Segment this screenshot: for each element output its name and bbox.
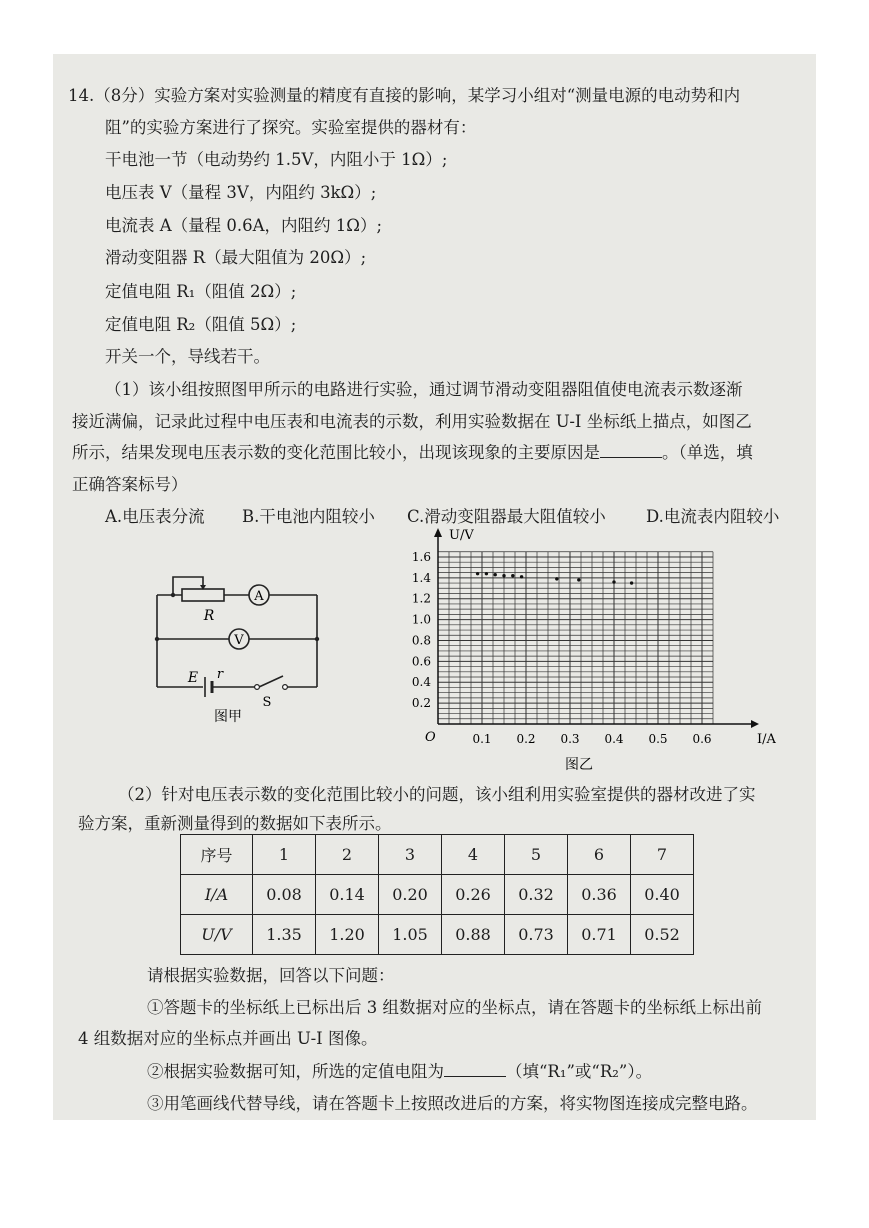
part1-line-3-text: 所示，结果发现电压表示数的变化范围比较小，出现该现象的主要原因是 [72, 443, 600, 462]
table-cell: 4 [442, 835, 505, 875]
option-b[interactable]: B.干电池内阻较小 [242, 507, 375, 526]
part1-line-3-suffix: 。（单选，填 [662, 443, 753, 462]
y-axis-label: U/V [449, 528, 474, 543]
y-tick-label: 1.6 [411, 549, 431, 564]
table-cell: 3 [379, 835, 442, 875]
emf-label: E [187, 670, 199, 686]
question-2-suffix: （填“R₁”或“R₂”）。 [506, 1062, 653, 1081]
table-cell: 0.32 [505, 875, 568, 915]
switch-blade [259, 676, 283, 687]
questions-intro: 请根据实验数据，回答以下问题： [147, 966, 395, 985]
question-line-2: 阻”的实验方案进行了探究。实验室提供的器材有： [105, 118, 477, 137]
option-d[interactable]: D.电流表内阻较小 [646, 507, 780, 526]
x-tick-label: 0.5 [648, 732, 668, 746]
x-tick-label: 0.2 [516, 732, 536, 746]
y-tick-label: 1.4 [411, 570, 431, 585]
table-row [181, 875, 694, 915]
circuit-diagram [145, 565, 335, 725]
equipment-switch-wires: 开关一个，导线若干。 [105, 347, 270, 366]
table-cell: 7 [631, 835, 694, 875]
table-cell: 0.14 [316, 875, 379, 915]
data-point [494, 573, 497, 576]
part2-line-1: （2）针对电压表示数的变化范围比较小的问题，该小组利用实验室提供的器材改进了实 [118, 785, 756, 804]
answer-blank-1[interactable] [600, 443, 662, 458]
table-cell: 5 [505, 835, 568, 875]
table-cell: 1.05 [379, 915, 442, 955]
question-2-text: ②根据实验数据可知，所选的定值电阻为 [147, 1062, 444, 1081]
circuit-caption: 图甲 [214, 709, 242, 725]
table-cell: 1.20 [316, 915, 379, 955]
part2-line-2: 验方案，重新测量得到的数据如下表所示。 [78, 814, 392, 833]
data-point [485, 572, 488, 575]
option-a[interactable]: A.电压表分流 [105, 507, 205, 526]
table-cell: 6 [568, 835, 631, 875]
question-3: ③用笔画线代替导线，请在答题卡上按照改进后的方案，将实物图连接成完整电路。 [147, 1094, 758, 1113]
question-1-line-2: 4 组数据对应的坐标点并画出 U-I 图像。 [78, 1029, 378, 1048]
table-cell: 0.71 [568, 915, 631, 955]
ammeter-label: A [254, 589, 264, 604]
chart-caption: 图乙 [565, 757, 593, 773]
option-c[interactable]: C.滑动变阻器最大阻值较小 [407, 507, 606, 526]
data-table [180, 834, 694, 955]
data-point [511, 574, 514, 577]
y-axis-arrow [434, 528, 442, 537]
table-cell: 0.08 [253, 875, 316, 915]
part1-line-2: 接近满偏，记录此过程中电压表和电流表的示数，利用实验数据在 U-I 坐标纸上描点，如图乙 [72, 412, 752, 431]
table-cell: 0.73 [505, 915, 568, 955]
x-tick-label: 0.4 [604, 732, 624, 746]
origin-label: O [425, 730, 436, 745]
y-tick-label: 0.4 [411, 675, 431, 690]
table-cell: 0.20 [379, 875, 442, 915]
table-cell: 0.88 [442, 915, 505, 955]
equipment-resistor-r1: 定值电阻 R₁（阻值 2Ω）; [105, 282, 297, 301]
table-row [181, 915, 694, 955]
question-1-line-1: ①答题卡的坐标纸上已标出后 3 组数据对应的坐标点，请在答题卡的坐标纸上标出前 [147, 998, 762, 1017]
y-tick-label: 0.2 [411, 696, 431, 711]
data-point [630, 581, 633, 584]
y-tick-label: 1.2 [411, 591, 431, 606]
table-cell: 2 [316, 835, 379, 875]
equipment-rheostat: 滑动变阻器 R（最大阻值为 20Ω）; [105, 248, 367, 267]
y-tick-label: 1.0 [411, 612, 431, 627]
answer-blank-2[interactable] [444, 1062, 506, 1077]
voltmeter-label: V [234, 633, 244, 648]
ui-chart [405, 525, 790, 775]
switch-label: S [262, 695, 272, 710]
table-cell: 1.35 [253, 915, 316, 955]
equipment-voltmeter: 电压表 V（量程 3V，内阻约 3kΩ）; [105, 183, 377, 202]
equipment-ammeter: 电流表 A（量程 0.6A，内阻约 1Ω）; [105, 216, 383, 235]
table-cell: 1 [253, 835, 316, 875]
part1-line-1: （1）该小组按照图甲所示的电路进行实验，通过调节滑动变阻器阻值使电流表示数逐渐 [105, 380, 743, 399]
table-cell: I/A [181, 875, 253, 915]
table-cell: 序号 [181, 835, 253, 875]
data-point [612, 580, 615, 583]
data-point [577, 578, 580, 581]
x-axis-arrow [751, 720, 759, 728]
x-axis-label: I/A [757, 732, 776, 747]
part1-line-4: 正确答案标号） [72, 475, 188, 494]
y-tick-label: 0.6 [411, 654, 431, 669]
table-cell: 0.36 [568, 875, 631, 915]
question-line-1: 14.（8分）实验方案对实验测量的精度有直接的影响，某学习小组对“测量电源的电动势和内 [68, 86, 741, 105]
internal-resistance-label: r [216, 667, 224, 682]
data-point [555, 577, 558, 580]
x-tick-label: 0.3 [560, 732, 580, 746]
table-cell: U/V [181, 915, 253, 955]
rheostat-label: R [203, 608, 215, 624]
question-2 [147, 1062, 652, 1082]
data-point [476, 572, 479, 575]
table-cell: 0.40 [631, 875, 694, 915]
part1-line-3 [72, 443, 753, 463]
equipment-battery: 干电池一节（电动势约 1.5V，内阻小于 1Ω）; [105, 150, 448, 169]
table-cell: 0.52 [631, 915, 694, 955]
table-cell: 0.26 [442, 875, 505, 915]
equipment-resistor-r2: 定值电阻 R₂（阻值 5Ω）; [105, 315, 297, 334]
x-tick-label: 0.6 [692, 732, 712, 746]
rheostat-body [182, 589, 224, 601]
x-tick-label: 0.1 [472, 732, 492, 746]
data-point [520, 575, 523, 578]
table-header-row [181, 835, 694, 875]
y-tick-label: 0.8 [411, 633, 431, 648]
data-point [502, 574, 505, 577]
